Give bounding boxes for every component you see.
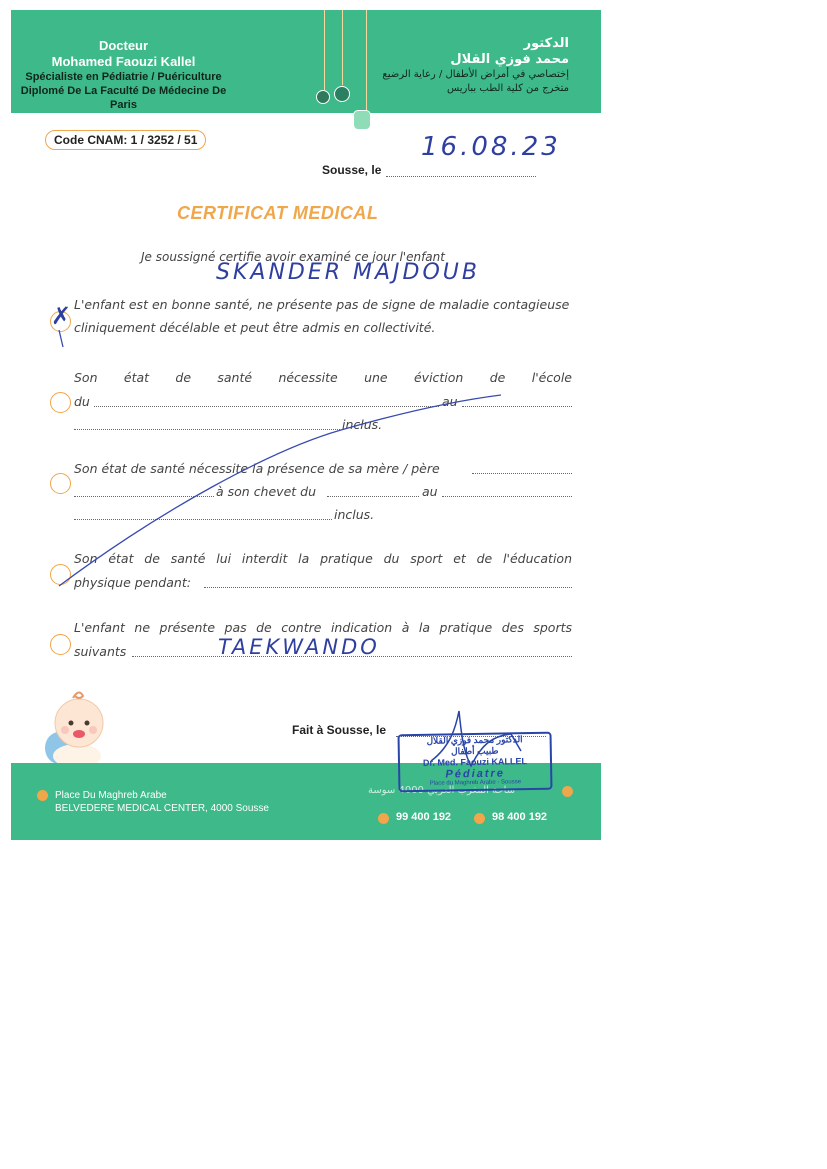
handwritten-date: 16.08.23 — [421, 132, 561, 162]
from-label: du — [74, 394, 90, 409]
stamp-line-title: Pédiatre — [445, 767, 506, 781]
intro-text: Je soussigné certifie avoir examiné ce jour l'enfant — [141, 250, 445, 264]
phone-icon — [378, 813, 389, 824]
location-pin-icon — [562, 786, 573, 797]
doctor-title-fr: Docteur — [98, 38, 149, 53]
code-cnam-badge: Code CNAM: 1 / 3252 / 51 — [45, 130, 206, 150]
phone-number-1[interactable]: 99 400 192 — [396, 811, 452, 823]
stamp-line-ar2: طبيب أطفال — [451, 745, 499, 757]
stamp-line-name: Dr. Med. Faouzi KALLEL — [422, 756, 528, 768]
signature-label: Fait à Sousse, le — [292, 723, 387, 737]
check-mark-icon: ✗ — [51, 302, 75, 330]
option-sport-ban: Son état de santé lui interdit la pratique du sport et de l'éducation — [74, 551, 572, 566]
stamp-line-address: Place du Maghreb Arabe - Sousse — [429, 779, 522, 787]
handwritten-child-name: SKANDER MAJDOUB — [216, 260, 480, 285]
location-pin-icon — [37, 790, 48, 801]
stamp-line-ar1: الدكتور محمد فوزي القلال — [426, 734, 523, 746]
inclus-label: inclus. — [334, 507, 375, 522]
mobile-phone-icon — [474, 813, 485, 824]
duration-label: physique pendant: — [74, 575, 191, 590]
chevet-label: à son chevet du — [216, 484, 316, 499]
to-label: au — [442, 394, 458, 409]
footer-address — [55, 789, 269, 815]
doctor-title-ar: الدكتور — [523, 36, 569, 51]
doctor-name-fr: Mohamed Faouzi Kallel — [51, 54, 196, 69]
phone-number-2[interactable]: 98 400 192 — [492, 811, 548, 823]
handwritten-sport: TAEKWANDO — [218, 635, 380, 659]
option-school-eviction: Son état de santé nécessite une éviction de l'école — [74, 370, 572, 385]
handwritten-signature — [421, 706, 541, 776]
address-line1: Place Du Maghreb Arabe — [55, 790, 167, 801]
doctor-specialty-fr: Spécialiste en Pédiatrie / Puériculture — [25, 71, 222, 83]
to-label: au — [422, 484, 438, 499]
inclus-label: inclus. — [342, 417, 383, 432]
doctor-diploma-fr: Diplomé De La Faculté De Médecine De Paris — [20, 85, 227, 111]
doctor-specialty-ar: إختصاصي في أمراض الأطفال / رعاية الرضيع — [382, 69, 569, 80]
place-date-label: Sousse, le — [322, 163, 382, 177]
doctor-diploma-ar: متخرج من كلية الطب بباريس — [447, 83, 569, 94]
option-good-health: L'enfant est en bonne santé, ne présente pas de signe de maladie contagieuse cliniquement décélable et peut être admis en collectivité. — [74, 297, 570, 335]
baby-illustration — [29, 678, 119, 768]
doctor-name-ar: محمد فوزي القلال — [450, 52, 569, 67]
parent-presence-text: Son état de santé nécessite la présence de sa mère / père — [74, 461, 440, 476]
option-sport-ok: L'enfant ne présente pas de contre indication à la pratique des sports — [74, 620, 572, 635]
certificate-sheet — [11, 10, 601, 840]
document-title: CERTIFICAT MEDICAL — [177, 203, 379, 223]
address-ar: ساحة المغرب العربي 4000 سوسة — [368, 785, 516, 796]
sports-label: suivants — [74, 644, 127, 659]
address-line2: BELVEDERE MEDICAL CENTER, 4000 Sousse — [55, 803, 269, 814]
